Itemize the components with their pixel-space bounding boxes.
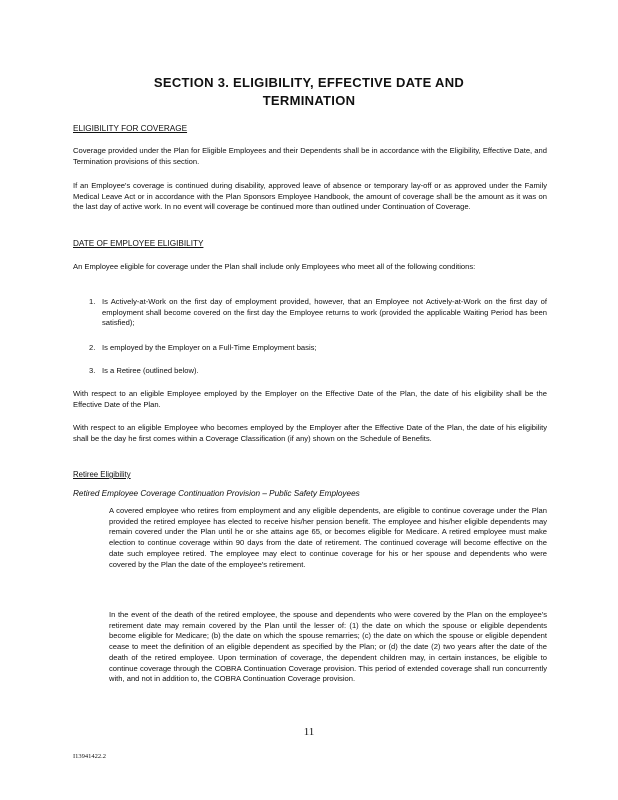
document-id: I13941422.2 [73, 753, 107, 760]
section-title-line2: TERMINATION [262, 93, 356, 108]
list-item-number: 2. [89, 343, 96, 352]
list-item [89, 343, 547, 354]
paragraph-retired-employee: A covered employee who retires from employment and any eligible dependents, are eligible to continue coverage under the Plan provided the retired employee has elected to receive his/her pension benefit. The employee and his/her eligible dependents may remain covered under the Plan until he or she attains age 65, or becomes eligible for Medicare. A retired employee must make election to continue coverage within 90 days from the date of retirement. The continued coverage will become effective on the date such employee retired. The employee may elect to continue coverage for his or her spouse and dependents who were covered by the Plan the date of the employee's retirement. [109, 506, 547, 569]
section-title-line1: SECTION 3. ELIGIBILITY, EFFECTIVE DATE AND [153, 75, 465, 90]
paragraph-death-of-retired-employee: In the event of the death of the retired employee, the spouse and dependents who were covered by the Plan on the employee's retirement date may remain covered by the Plan until the lesser of: (1) the date on which the spouse or eligible dependents become eligible for Medicare; (b) the date on which the spouse remarries; (c) the date on which the spouse or eligible dependent cease to meet the definition of an eligible dependent as specified by the Plan; or (d) the date (2) two years after the date of the death of the retired employee. Upon termination of coverage, the dependent children may, in certain instances, be eligible to continue coverage through the COBRA Continuation Coverage provision. This period of extended coverage shall run concurrently with, and not in addition to, the COBRA Continuation Coverage provision. [109, 610, 547, 684]
paragraph-eligible-employee-effective-date: With respect to an eligible Employee employed by the Employer on the Effective Date of the Plan, the date of his eligibility shall be the Effective Date of the Plan. [73, 389, 547, 409]
list-item-number: 1. [89, 297, 96, 306]
list-item-text: Is employed by the Employer on a Full-Time Employment basis; [102, 343, 317, 352]
page-number: 11 [303, 726, 315, 738]
list-item-number: 3. [89, 366, 96, 375]
list-item-text: Is Actively-at-Work on the first day of employment provided, however, that an Employee not Actively-at-Work on the first day of employment shall become covered on the first day the Employee returns to work (provided the applicable Waiting Period has been satisfied); [102, 297, 547, 328]
paragraph-employee-conditions: An Employee eligible for coverage under the Plan shall include only Employees who meet all of the following conditions: [73, 262, 476, 271]
list-item [89, 297, 547, 329]
paragraph-eligible-employee-after-effective-date: With respect to an eligible Employee who becomes employed by the Employer after the Effective Date of the Plan, the date of his eligibility shall be the day he first comes within a Coverage Classification (if any) shown on the Schedule of Benefits. [73, 423, 547, 443]
list-item-text: Is a Retiree (outlined below). [102, 366, 199, 375]
paragraph-coverage-continued: If an Employee's coverage is continued during disability, approved leave of absence or temporary lay-off or as approved under the Family Medical Leave Act or in accordance with the Plan Sponsors Employee Handbook, the amount of coverage shall be the amount as it was on the last day of active work. In no event will coverage be continued more than outlined under Continuation of Coverage. [73, 181, 547, 212]
paragraph-coverage-provided: Coverage provided under the Plan for Eligible Employees and their Dependents shall be in accordance with the Eligibility, Effective Date, and Termination provisions of this section. [73, 146, 547, 166]
heading-retiree-eligibility: Retiree Eligibility [73, 470, 131, 479]
subheading-retired-employee-coverage: Retired Employee Coverage Continuation Provision – Public Safety Employees [73, 489, 360, 498]
heading-eligibility-for-coverage: ELIGIBILITY FOR COVERAGE [73, 124, 188, 133]
list-item [89, 366, 547, 377]
heading-date-of-employee-eligibility: DATE OF EMPLOYEE ELIGIBILITY [73, 239, 204, 248]
